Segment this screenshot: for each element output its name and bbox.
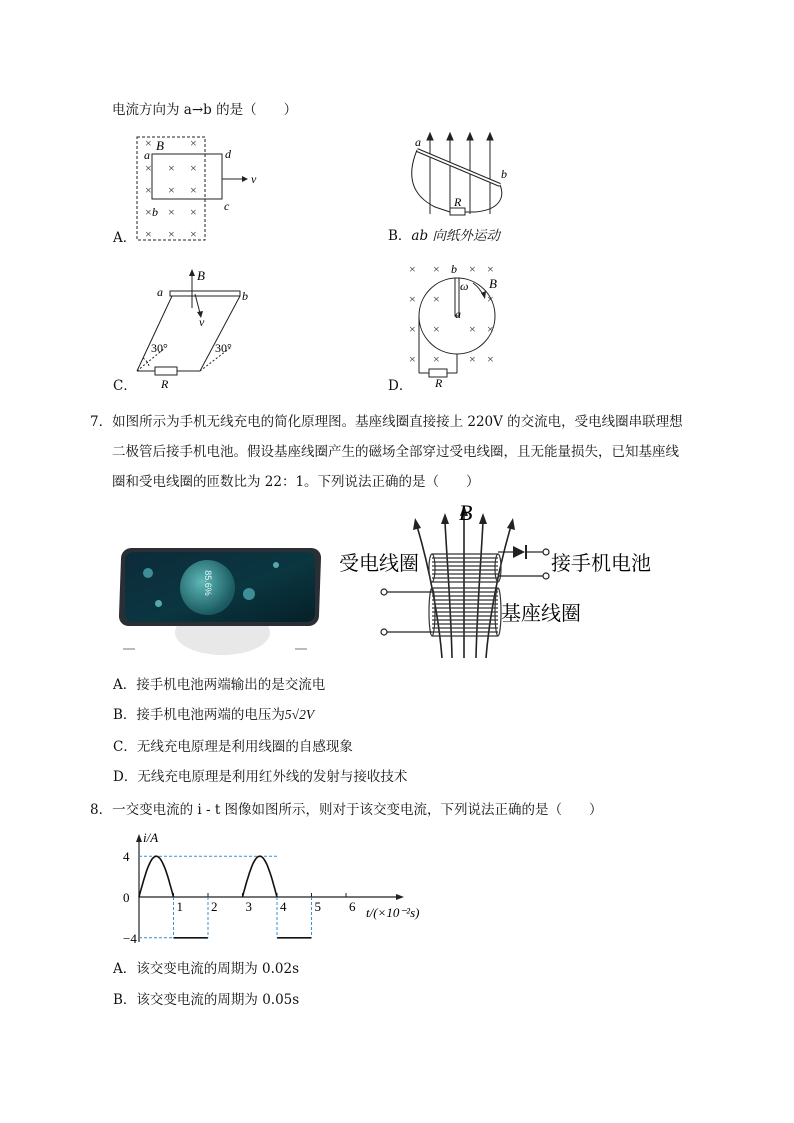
- svg-text:R: R: [161, 377, 169, 391]
- svg-text:×: ×: [168, 205, 175, 219]
- svg-text:×: ×: [190, 161, 197, 175]
- svg-text:×: ×: [487, 352, 494, 366]
- battery-percent: 85.6%: [202, 570, 213, 596]
- svg-text:×: ×: [190, 205, 197, 219]
- svg-text:×: ×: [433, 262, 440, 276]
- q6-figure-d: [405, 258, 515, 390]
- y-axis-label: i/A: [143, 830, 159, 845]
- svg-text:×: ×: [145, 136, 152, 150]
- q6-figure-c: [135, 268, 260, 391]
- q7-stem-line1: 7．如图所示为手机无线充电的简化原理图。基座线圈直接接上 220V 的交流电，受电线圈串联理想: [90, 414, 683, 430]
- svg-text:×: ×: [145, 227, 152, 241]
- svg-text:R: R: [435, 376, 443, 390]
- label-receiver-coil: 受电线圈: [339, 553, 419, 575]
- q8-option-a: A．该交变电流的周期为 0.02s: [113, 961, 300, 977]
- svg-text:×: ×: [168, 183, 175, 197]
- q7-option-a: A．接手机电池两端输出的是交流电: [113, 677, 326, 693]
- svg-text:c: c: [224, 199, 230, 213]
- label-battery: 接手机电池: [551, 553, 651, 575]
- svg-text:×: ×: [469, 262, 476, 276]
- q6-figure-a: [130, 132, 270, 242]
- svg-text:×: ×: [433, 352, 440, 366]
- svg-text:30°: 30°: [215, 341, 232, 355]
- svg-text:a: a: [455, 307, 461, 321]
- svg-text:30°: 30°: [151, 341, 168, 355]
- q6-option-a: A．: [113, 230, 137, 246]
- svg-text:a: a: [144, 148, 150, 162]
- q6-option-b: B．ab 向纸外运动: [388, 228, 500, 244]
- svg-text:a: a: [157, 285, 163, 299]
- q8-option-b: B．该交变电流的周期为 0.05s: [113, 992, 300, 1008]
- svg-text:×: ×: [487, 322, 494, 336]
- svg-text:×: ×: [409, 322, 416, 336]
- svg-text:×: ×: [190, 227, 197, 241]
- label-base-coil: 基座线圈: [501, 603, 581, 625]
- svg-text:b: b: [451, 262, 457, 276]
- svg-text:×: ×: [487, 262, 494, 276]
- y-tick-label: 4: [123, 849, 130, 865]
- svg-text:×: ×: [190, 136, 197, 150]
- svg-text:×: ×: [145, 161, 152, 175]
- series-segment-halfsine: [139, 856, 174, 897]
- q6-option-b-caption: ab 向纸外运动: [411, 228, 500, 244]
- svg-text:×: ×: [469, 352, 476, 366]
- x-tick-label: 5: [314, 899, 321, 914]
- q6-figure-b: [405, 132, 525, 227]
- phone-photo: [115, 548, 325, 658]
- q7-stem-line2: 二极管后接手机电池。假设基座线圈产生的磁场全部穿过受电线圈，且无能量损失，已知基座线: [112, 444, 679, 460]
- svg-text:B: B: [197, 268, 205, 283]
- svg-text:×: ×: [190, 183, 197, 197]
- svg-text:b: b: [152, 205, 158, 219]
- q6-option-c: C．: [113, 378, 137, 394]
- svg-text:b: b: [242, 289, 248, 303]
- x-tick-label: 1: [176, 899, 183, 914]
- x-axis-label: t/(×10⁻²s): [366, 905, 420, 920]
- label-B: B: [156, 138, 164, 153]
- i-t-chart: [108, 830, 438, 948]
- svg-text:×: ×: [433, 322, 440, 336]
- svg-text:×: ×: [409, 352, 416, 366]
- svg-text:×: ×: [487, 292, 494, 306]
- svg-text:×: ×: [469, 322, 476, 336]
- q7-option-b: B．接手机电池两端的电压为5√2V: [113, 707, 315, 723]
- q7-option-d: D．无线充电原理是利用红外线的发射与接收技术: [113, 769, 408, 785]
- y-tick-label: 0: [123, 890, 130, 905]
- svg-text:ω: ω: [460, 279, 469, 293]
- x-axis-arrow: [396, 894, 404, 900]
- y-tick-label: −4: [123, 930, 137, 946]
- svg-text:R: R: [454, 195, 462, 209]
- svg-text:B: B: [489, 276, 497, 291]
- series-segment-halfsine: [243, 856, 278, 897]
- svg-text:×: ×: [145, 205, 152, 219]
- q7-option-c: C．无线充电原理是利用线圈的自感现象: [113, 739, 353, 755]
- wireless-charging-diagram: [335, 500, 675, 665]
- svg-text:×: ×: [409, 292, 416, 306]
- svg-text:×: ×: [145, 183, 152, 197]
- svg-text:b: b: [501, 167, 507, 181]
- y-axis-arrow: [136, 834, 142, 842]
- svg-text:v: v: [251, 172, 257, 186]
- label-B: B: [459, 500, 473, 525]
- x-tick-label: 3: [245, 899, 252, 914]
- x-tick-label: 4: [280, 899, 287, 914]
- q8-stem: 8．一交变电流的 i - t 图像如图所示，则对于该交变电流，下列说法正确的是（ ）: [90, 802, 603, 818]
- svg-text:×: ×: [409, 262, 416, 276]
- svg-text:a: a: [415, 135, 421, 149]
- svg-text:d: d: [225, 147, 231, 161]
- x-tick-label: 2: [211, 899, 218, 914]
- svg-text:×: ×: [168, 227, 175, 241]
- q7-stem-line3: 圈和受电线圈的匝数比为 22：1。下列说法正确的是（ ）: [112, 474, 480, 490]
- svg-text:×: ×: [433, 292, 440, 306]
- q6-option-d: D．: [388, 378, 413, 394]
- svg-text:v: v: [199, 315, 205, 329]
- svg-text:×: ×: [168, 161, 175, 175]
- q6-stem-tail: 电流方向为 a→b 的是（ ）: [112, 102, 298, 118]
- x-tick-label: 6: [349, 899, 356, 914]
